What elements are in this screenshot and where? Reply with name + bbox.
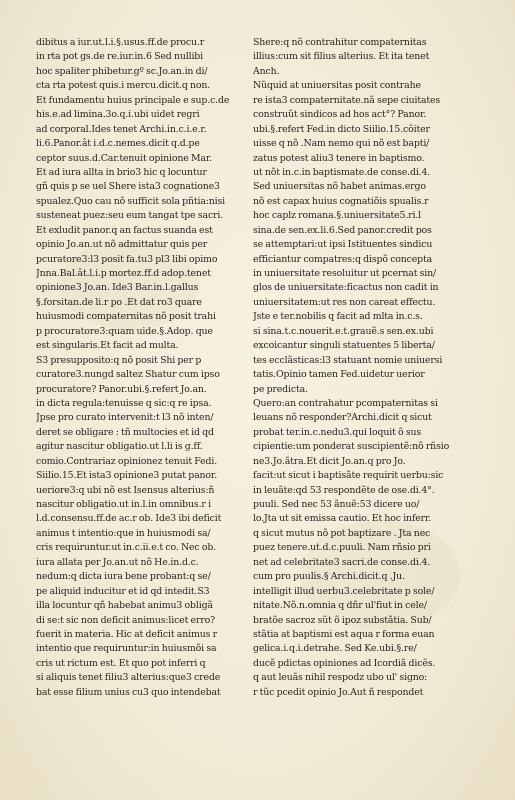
text-line: comio.Contrariaz opinionez tenuit Fedi.: [36, 455, 218, 467]
text-line: p procuratore3:quam uide.§.Adop. que: [36, 325, 213, 337]
right-text-column: [253, 36, 467, 700]
text-line: leuans nõ responder?Archi.dicit q sicut: [253, 412, 432, 424]
text-line: ne3.Jo.ãtra.Et dicit Jo.an.q pro Jo.: [253, 455, 406, 467]
text-line: si sina.t.c.nouerit.e.t.grauẽ.s sen.ex.ubi: [253, 325, 434, 337]
text-line: nascitur obligatio.ut in.l.in omnibus.r i: [36, 499, 211, 510]
text-line: Shere:q nõ contrahitur compaternitas: [253, 37, 427, 48]
text-line: cta rta potest quis.i mercu.dicit.q non.: [36, 80, 211, 92]
text-line: l.d.consensu.ff.de ac.r ob. Ide3 ibi deficit: [36, 513, 222, 525]
text-line: §.forsitan.de li.r po .Et dat ro3 quare: [36, 296, 202, 308]
text-line: probat ter.in.c.nedu3.qui loquit õ sus: [253, 426, 422, 438]
text-line: deret se obligare : tñ multocies et id qd: [36, 426, 214, 438]
text-line: nedum:q dicta iura bene probant:q se/: [36, 571, 211, 583]
text-line: Jpse pro curato intervenit:t l3 nõ inten/: [36, 412, 214, 424]
text-line: Jnna.Bal.ât.l.i.p mortez.ff.d adop.tenet: [36, 268, 211, 279]
text-line: puuli. Sed nec 53 ãnuẽ:53 dicere uo/: [253, 499, 420, 510]
text-line: tes ecclãsticas:l3 statuant nomie uniuersi: [253, 354, 443, 366]
text-line: ceptor suus.d.Car.tenuit opinione Mar.: [36, 152, 212, 164]
text-line: bat esse filium unius cu3 quo intendebat: [36, 686, 221, 698]
left-text-column: [36, 36, 250, 700]
text-line: in rta pot gs.de re.iur.in.6 Sed nullibi: [36, 51, 204, 63]
text-line: ad corporal.Ides tenet Archi.in.c.i.e.r.: [36, 123, 207, 135]
text-line: in leuãte:qd 53 respondẽte de ose.di.4°.: [253, 484, 435, 496]
text-line: sina.de sen.ex.li.6.Sed panor.credit pos: [253, 224, 432, 236]
text-line: hoc spaliter phibetur.gº sc.Jo.an.in di/: [36, 65, 208, 77]
text-line: procuratore? Panor.ubi.§.refert Jo.an.: [36, 383, 207, 395]
text-line: net ad celebritate3 sacri.de conse.di.4.: [253, 556, 431, 568]
text-line: his.e.ad limina.3o.q.i.ubi uidet regri: [36, 109, 200, 121]
text-line: nitate.Nõ.n.omnia q dñr ul'fiut in cele/: [253, 600, 427, 612]
text-line: pe predicta.: [253, 383, 308, 395]
text-line: huiusmodi compaternitas nõ posit trahi: [36, 311, 216, 323]
text-line: fuerit in materia. Hic at deficit animus r: [36, 628, 217, 640]
text-line: iura allata per Jo.an.ut nõ He.in.d.c.: [36, 556, 199, 568]
text-line: Quero:an contrahatur pcompaternitas si: [253, 397, 438, 409]
text-line: nõ est capax huius cognatiõis spualis.r: [253, 195, 429, 207]
text-line: cipientie:um ponderat suscipientẽ:nõ rñsio: [253, 441, 450, 453]
text-line: ubi.§.refert Fed.in dicto Siilio.15.côiter: [253, 123, 430, 135]
text-line: stãtia at baptismi est aqua r forma euan: [253, 628, 435, 640]
text-line: tatis.Opinio tamen Fed.uidetur uerior: [253, 369, 425, 381]
text-line: efficiantur compatres:q dispõ concepta: [253, 253, 433, 265]
text-line: est singularis.Et facit ad multa.: [36, 340, 179, 352]
text-line: Jste e ter.nobilis q facit ad mlta in.c.s.: [253, 311, 423, 323]
text-line: gelica.i.q.i.detrahe. Sed Ke.ubi.§.re/: [253, 643, 417, 655]
text-line: gñ quis p se uel Shere ista3 cognatione3: [36, 181, 220, 193]
text-line: spualez.Quo cau nõ sufficit sola pñtia:nisi: [36, 195, 226, 207]
text-line: S3 presupposito:q nõ posit Shi per p: [36, 354, 202, 366]
text-line: illius:cum sit filius alterius. Et ita tenet: [253, 51, 430, 63]
text-line: q sicut mutus nõ pot baptizare . Jta nec: [253, 527, 431, 539]
text-line: opinione3 Jo.an. Ide3 Bar.in.l.gallus: [36, 282, 199, 294]
text-line: ducẽ pdictas opiniones ad Icordiã dicẽs.: [253, 657, 436, 669]
text-line: zatus potest aliu3 tenere in baptismo.: [253, 152, 425, 164]
text-line: ut nõt in.c.in baptismate.de conse.di.4.: [253, 166, 431, 178]
text-line: Siilio.15.Et ista3 opinione3 putat panor.: [36, 470, 218, 482]
text-line: uniuersitatem:ut res non careat effectu.: [253, 296, 436, 308]
text-line: pe aliquid inducitur et id qd intedit.S3: [36, 585, 210, 597]
text-line: Nũquid at uniuersitas posit contrahe: [253, 80, 421, 92]
text-line: opinio Jo.an.ut nõ admittatur quis per: [36, 239, 208, 251]
text-line: si aliquis tenet filiu3 alterius:que3 crede: [36, 672, 221, 684]
text-line: animus t intentio:que in huiusmodi sa/: [36, 527, 211, 539]
text-line: lo.Jta ut sit emissa cautio. Et hoc inferr.: [253, 513, 432, 525]
text-line: bratõe sacroz sũt õ ipoz substãtia. Sub/: [253, 614, 432, 626]
text-line: illa locuntur qñ habebat animu3 obligã: [36, 600, 213, 612]
text-line: dibitus a iur.ut.l.i.§.usus.ff.de procu.r: [36, 37, 205, 48]
text-line: Anch.: [253, 65, 280, 77]
text-line: di se:t sic non deficit animus:licet erro?: [36, 614, 215, 626]
text-line: pcuratore3:l3 posit fa.tu3 pl3 libi opimo: [36, 253, 218, 265]
text-line: in dicta regula:tenuisse q sic:q re ipsa.: [36, 397, 212, 409]
text-line: Sed uniuersitas nõ habet animas.ergo: [253, 181, 426, 193]
text-line: se attemptari:ut ipsi Istituentes sindicu: [253, 239, 433, 251]
text-line: facit:ut sicut i baptisãte requirit uerbu:sic: [253, 470, 444, 482]
text-line: puez tenere.ut.d.c.puuli. Nam rñsio pri: [253, 542, 431, 554]
text-line: construũt sindicos ad hos act°? Panor.: [253, 109, 427, 121]
text-line: excoicantur singuli statuentes 5 liberta/: [253, 340, 435, 352]
text-line: re ista3 compaternitate.nã sepe ciuitates: [253, 94, 441, 106]
text-line: r tũc pcedit opinio Jo.Aut ñ respondet: [253, 686, 424, 698]
text-line: Et ad iura allta in brio3 hic q locuntur: [36, 166, 207, 178]
text-line: uisse q nõ .Nam nemo qui nõ est bapti/: [253, 138, 430, 150]
text-line: susteneat puez:seu eum tangat tpe sacri.: [36, 210, 224, 222]
text-line: cum pro puulis.§ Archi.dicit.q .Ju.: [253, 571, 405, 583]
text-line: ueriore3:q ubi nõ est Isensus alterius:ñ: [36, 484, 215, 496]
text-line: glos de uniuersitate:ficactus non cadit in: [253, 282, 439, 294]
text-line: curatore3.nungd saltez Shatur cum ipso: [36, 369, 220, 381]
text-line: Et fundamentu huius principale e sup.c.de: [36, 94, 230, 106]
text-line: li.6.Panor.ât i.d.c.nemes.dicit q.d.pe: [36, 138, 200, 150]
text-line: cris ut rictum est. Et quo pot inferri q: [36, 657, 206, 669]
text-line: Et exludit panor.q an factus suanda est: [36, 224, 213, 236]
text-line: in uniuersitate resoluitur ut pcernat sin/: [253, 268, 437, 279]
text-line: agitur nascitur obligatio.ut l.li is g.ff.: [36, 441, 203, 453]
text-line: intentio que requiruntur:in huiusmõi sa: [36, 643, 217, 655]
text-line: intelligit illud uerbu3.celebritate p sole/: [253, 585, 435, 597]
text-line: q aut leuãs nihil respodz ubo ul' signo:: [253, 672, 428, 684]
text-line: cris requiruntur.ut in.c.ii.e.t co. Nec ob.: [36, 542, 217, 554]
text-line: hoc caplz romana.§.uniuersitate5.ri.l: [253, 210, 422, 222]
